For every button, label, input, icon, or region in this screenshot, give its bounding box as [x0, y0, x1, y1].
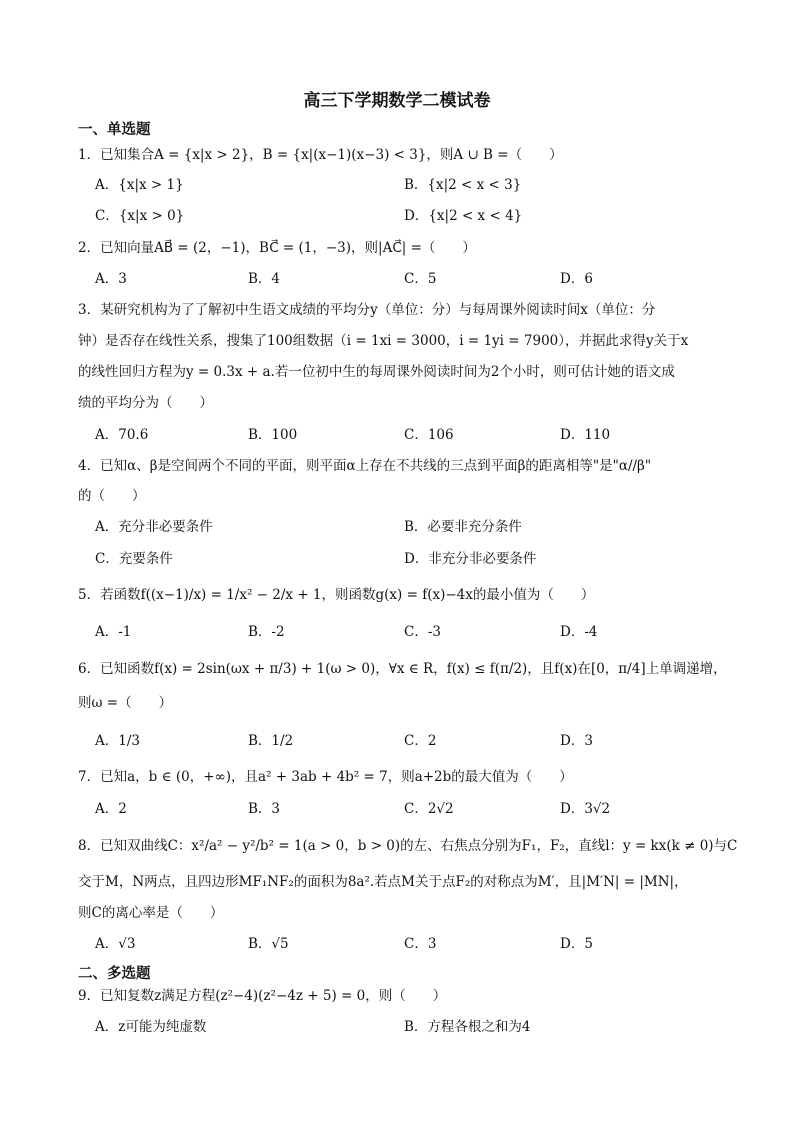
- question-2-option-d: D．6: [560, 271, 593, 287]
- question-3-line-4: 绩的平均分为（ ）: [78, 395, 213, 411]
- page-title: 高三下学期数学二模试卷: [303, 91, 491, 111]
- question-9-stem: 9．已知复数z满足方程(z²−4)(z²−4z + 5) = 0，则（ ）: [78, 988, 447, 1004]
- question-5-stem: 5．若函数f((x−1)/x) = 1/x² − 2/x + 1，则函数g(x) = f(x)−4x的最小值为（ ）: [78, 587, 595, 603]
- question-6-option-b: B．1/2: [248, 733, 294, 749]
- question-4-option-b: B．必要非充分条件: [404, 519, 522, 535]
- question-6-option-d: D．3: [560, 733, 593, 749]
- question-3-option-c: C．106: [404, 427, 454, 443]
- question-7-option-a: A．2: [95, 801, 127, 817]
- question-7-option-d: D．3√2: [560, 801, 611, 817]
- question-5-option-b: B．-2: [248, 624, 285, 640]
- question-8-option-a: A．√3: [95, 936, 136, 952]
- question-6-line-2: 则ω =（ ）: [78, 695, 173, 711]
- question-4-line-1: 4．已知α、β是空间两个不同的平面，则平面α上存在不共线的三点到平面β的距离相等"是"α//β": [78, 458, 652, 474]
- question-8-option-d: D．5: [560, 936, 593, 952]
- question-5-option-a: A．-1: [95, 624, 132, 640]
- question-1-option-b: B．{x|2 < x < 3}: [404, 177, 522, 193]
- question-3-option-d: D．110: [560, 427, 611, 443]
- question-8-option-c: C．3: [404, 936, 437, 952]
- section-heading-single-choice: 一、单选题: [78, 122, 151, 138]
- question-2-option-a: A．3: [95, 271, 127, 287]
- question-3-option-a: A．70.6: [95, 427, 149, 443]
- question-6-option-c: C．2: [404, 733, 437, 749]
- question-8-option-b: B．√5: [248, 936, 289, 952]
- question-8-line-1: 8．已知双曲线C：x²/a² − y²/b² = 1(a > 0，b > 0)的左、右焦点分别为F₁，F₂，直线l：y = kx(k ≠ 0)与C: [78, 838, 738, 854]
- question-7-stem: 7．已知a，b ∈ (0，+∞)，且a² + 3ab + 4b² = 7，则a+2b的最大值为（ ）: [78, 769, 573, 785]
- question-8-line-2: 交于M，N两点，且四边形MF₁NF₂的面积为8a².若点M关于点F₂的对称点为M′，且|M′N| = |MN|，: [78, 874, 688, 890]
- question-4-option-d: D．非充分非必要条件: [404, 551, 537, 567]
- question-3-line-3: 的线性回归方程为y = 0.3x + a.若一位初中生的每周课外阅读时间为2个小时，则可估计她的语文成: [78, 364, 675, 380]
- question-5-option-c: C．-3: [404, 624, 441, 640]
- question-1-option-a: A．{x|x > 1}: [95, 177, 184, 193]
- question-3-line-1: 3．某研究机构为了了解初中生语文成绩的平均分y（单位：分）与每周课外阅读时间x（单位：分: [78, 302, 656, 318]
- question-3-option-b: B．100: [248, 427, 298, 443]
- question-1-option-c: C．{x|x > 0}: [95, 208, 185, 224]
- question-6-line-1: 6．已知函数f(x) = 2sin(ωx + π/3) + 1(ω > 0)，∀x ∈ R，f(x) ≤ f(π/2)，且f(x)在[0，π/4]上单调递增，: [78, 661, 727, 677]
- question-5-option-d: D．-4: [560, 624, 598, 640]
- question-4-option-a: A．充分非必要条件: [95, 519, 213, 535]
- section-heading-multiple-choice: 二、多选题: [78, 966, 151, 982]
- question-7-option-b: B．3: [248, 801, 281, 817]
- question-1-option-d: D．{x|2 < x < 4}: [404, 208, 523, 224]
- question-3-line-2: 钟）是否存在线性关系，搜集了100组数据（i = 1xi = 3000，i = 1yi = 7900），并据此求得y关于x: [78, 333, 689, 349]
- question-1-stem: 1．已知集合A = {x|x > 2}，B = {x|(x−1)(x−3) < 3}，则A ∪ B =（ ）: [78, 147, 563, 163]
- question-6-option-a: A．1/3: [95, 733, 140, 749]
- question-9-option-a: A．z可能为纯虚数: [95, 1019, 207, 1035]
- question-2-option-b: B．4: [248, 271, 281, 287]
- question-2-stem: 2．已知向量AB⃗ = (2，−1)，BC⃗ = (1，−3)，则|AC⃗| =（ ）: [78, 240, 476, 256]
- question-4-line-2: 的（ ）: [78, 488, 146, 504]
- question-8-line-3: 则C的离心率是（ ）: [78, 905, 224, 921]
- question-9-option-b: B．方程各根之和为4: [404, 1019, 531, 1035]
- question-2-option-c: C．5: [404, 271, 437, 287]
- question-4-option-c: C．充要条件: [95, 551, 173, 567]
- question-7-option-c: C．2√2: [404, 801, 454, 817]
